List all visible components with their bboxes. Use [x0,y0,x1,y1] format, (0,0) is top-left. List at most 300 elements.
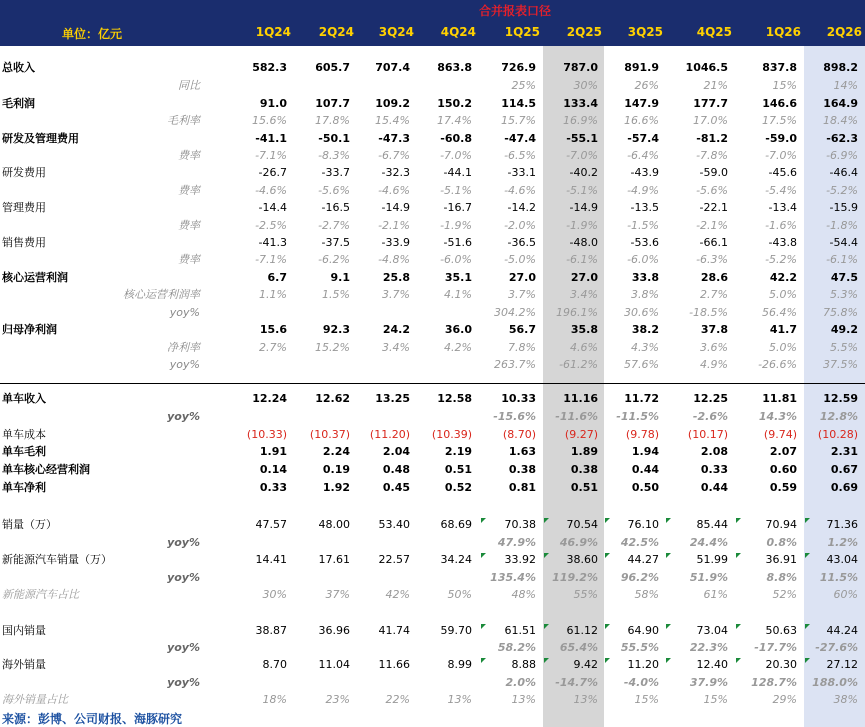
table-cell: 30% [573,79,598,92]
comment-marker-icon [805,553,810,558]
table-cell: 164.9 [823,97,858,110]
comment-marker-icon [666,553,671,558]
row-label: 销售费用 [2,236,46,249]
table-cell: 17.0% [693,114,728,127]
table-cell [294,675,350,690]
table-cell: -62.3 [826,132,858,145]
table-cell: 61% [703,588,728,601]
table-cell: -6.2% [318,253,350,266]
table-cell: (9.78) [625,428,659,441]
table-cell: 17.61 [318,553,350,566]
table-cell: 34.24 [440,553,472,566]
table-cell: -27.6% [815,641,858,654]
table-cell: 30% [262,588,287,601]
table-cell [354,305,410,320]
column-header: 1Q24 [255,25,291,39]
table-cell: 150.2 [437,97,472,110]
table-cell: 20.30 [765,658,797,671]
comment-marker-icon [605,553,610,558]
table-cell: -4.6% [378,184,410,197]
table-cell: -2.1% [378,219,410,232]
row-label: 核心运营利润率 [123,288,200,301]
table-cell: 2.31 [830,445,858,458]
table-cell: -6.0% [627,253,659,266]
comment-marker-icon [544,553,549,558]
table-cell: 188.0% [812,676,858,689]
row-label: 总收入 [2,61,35,74]
comment-marker-icon [544,624,549,629]
table-cell: 12.25 [693,392,728,405]
table-cell: 55% [573,588,598,601]
table-cell: 91.0 [259,97,287,110]
table-cell: 135.4% [490,571,536,584]
column-header: 3Q24 [378,25,414,39]
table-cell: -2.5% [255,219,287,232]
table-cell: 3.4% [382,341,410,354]
table-cell: 22% [385,693,410,706]
table-cell: (10.28) [817,428,858,441]
table-cell: -4.8% [378,253,410,266]
table-cell: 38.87 [255,624,287,637]
table-cell: -26.6% [758,358,797,371]
table-cell: 12.59 [823,392,858,405]
table-cell: 61.12 [566,624,598,637]
table-cell: -7.1% [255,253,287,266]
table-cell: 55.5% [620,641,659,654]
table-cell: 2.08 [700,445,728,458]
table-cell: -7.1% [255,149,287,162]
table-cell: 17.8% [315,114,350,127]
table-cell: -33.7 [321,166,350,179]
table-cell: 41.7 [769,323,797,336]
table-cell: -47.4 [504,132,536,145]
table-cell: 53.40 [378,518,410,531]
table-cell: -8.3% [318,149,350,162]
table-cell: -2.6% [692,410,728,423]
table-cell: -44.1 [443,166,472,179]
table-cell: 0.60 [769,463,797,476]
table-cell: -2.0% [504,219,536,232]
table-cell: 58.2% [497,641,536,654]
unit-label: 单位：亿元 [62,27,123,41]
table-cell: -33.1 [507,166,536,179]
table-cell [416,305,472,320]
table-cell: -1.9% [566,219,598,232]
table-cell: (10.39) [431,428,472,441]
table-cell: -37.5 [321,236,350,249]
table-cell: 10.33 [501,392,536,405]
table-cell: 0.52 [444,481,472,494]
table-cell: 71.36 [826,518,858,531]
table-cell: -41.3 [258,236,287,249]
table-cell [294,535,350,550]
table-cell: -54.4 [829,236,858,249]
table-cell: 36.96 [318,624,350,637]
table-cell [416,357,472,372]
row-label: 管理费用 [2,201,46,214]
table-cell: 48% [511,588,536,601]
table-cell: -47.3 [378,132,410,145]
row-label: yoy% [167,676,200,689]
column-header: 2Q25 [566,25,602,39]
table-cell: 5.0% [769,288,797,301]
source-note: 来源：彭博、公司财报、海豚研究 [2,712,183,726]
table-cell [231,357,287,372]
table-cell: 36.0 [444,323,472,336]
table-cell: 49.2 [830,323,858,336]
table-cell: -5.0% [504,253,536,266]
table-cell: -5.2% [826,184,858,197]
comment-marker-icon [544,518,549,523]
table-cell [354,535,410,550]
table-cell: -50.1 [318,132,350,145]
row-label: yoy% [167,536,200,549]
table-cell: 36.91 [765,553,797,566]
table-cell: -1.5% [627,219,659,232]
table-cell: -6.7% [378,149,410,162]
table-cell: 38.60 [566,553,598,566]
table-cell: 8.88 [511,658,536,671]
row-label: 新能源汽车占比 [2,588,79,601]
table-cell: 0.14 [259,463,287,476]
table-cell [231,305,287,320]
comment-marker-icon [736,518,741,523]
table-cell: (9.27) [564,428,598,441]
table-cell: 37% [325,588,350,601]
table-cell: -18.5% [689,306,728,319]
table-cell [231,570,287,585]
table-cell [294,357,350,372]
table-cell: (9.74) [763,428,797,441]
table-cell: 1.91 [259,445,287,458]
table-cell: 85.44 [696,518,728,531]
table-cell: 15.4% [375,114,410,127]
table-cell: -7.0% [566,149,598,162]
table-cell: 35.1 [444,271,472,284]
table-cell: (10.17) [687,428,728,441]
row-label: 新能源汽车销量（万） [2,553,112,566]
table-cell: -60.8 [440,132,472,145]
table-cell: 109.2 [375,97,410,110]
row-label: 海外销量 [2,658,46,671]
comment-marker-icon [736,658,741,663]
table-cell: 27.0 [570,271,598,284]
table-cell [354,357,410,372]
table-cell: 18.4% [823,114,858,127]
table-cell [416,78,472,93]
table-cell: -59.0 [765,132,797,145]
table-cell: -81.2 [696,132,728,145]
table-cell: 2.07 [769,445,797,458]
table-cell: -51.6 [443,236,472,249]
comment-marker-icon [736,624,741,629]
table-cell: 15.6% [252,114,287,127]
table-cell: 0.69 [830,481,858,494]
row-label: 归母净利润 [2,323,57,336]
table-cell: 0.33 [259,481,287,494]
table-cell: 57.6% [624,358,659,371]
table-cell: 76.10 [627,518,659,531]
table-cell: 2.7% [700,288,728,301]
table-cell: 12.40 [696,658,728,671]
table-cell: 15% [634,693,659,706]
table-cell: 14.41 [255,553,287,566]
table-cell: 50% [447,588,472,601]
table-cell: 0.38 [570,463,598,476]
row-label: yoy% [169,358,200,371]
row-label: 研发及管理费用 [2,132,79,145]
table-cell: -66.1 [699,236,728,249]
table-cell: 70.54 [566,518,598,531]
table-cell: 15.7% [501,114,536,127]
table-cell: 3.6% [700,341,728,354]
table-cell: -45.6 [768,166,797,179]
table-cell: -6.3% [696,253,728,266]
table-cell: 4.9% [700,358,728,371]
table-cell: 37.5% [823,358,858,371]
table-cell: -6.1% [566,253,598,266]
table-cell: 0.44 [631,463,659,476]
table-cell: -11.6% [555,410,598,423]
table-cell [294,305,350,320]
table-cell: 1.1% [259,288,287,301]
table-cell: 23% [325,693,350,706]
table-cell: 707.4 [375,61,410,74]
table-cell: 196.1% [556,306,598,319]
table-cell: 2.19 [444,445,472,458]
table-cell: 70.38 [504,518,536,531]
table-cell: 11.20 [627,658,659,671]
row-label: 单车核心经营利润 [2,463,90,476]
table-cell: 304.2% [494,306,536,319]
comment-marker-icon [544,658,549,663]
table-cell: 8.8% [766,571,797,584]
table-cell: -48.0 [569,236,598,249]
table-cell: 61.51 [504,624,536,637]
table-cell: -17.7% [754,641,797,654]
table-cell: 41.74 [378,624,410,637]
column-header: 1Q26 [765,25,801,39]
table-cell: 47.5 [830,271,858,284]
table-cell: 24.4% [689,536,728,549]
table-cell: 15% [772,79,797,92]
table-cell: 1.92 [322,481,350,494]
row-label: 同比 [178,79,200,92]
table-cell: 5.5% [830,341,858,354]
table-cell: -1.9% [440,219,472,232]
table-cell: 5.3% [830,288,858,301]
table-cell [231,640,287,655]
table-cell [294,409,350,424]
table-cell: 0.38 [508,463,536,476]
table-cell [231,675,287,690]
table-cell [231,535,287,550]
table-cell: 42% [385,588,410,601]
table-cell [294,640,350,655]
table-cell: 14% [833,79,858,92]
table-cell: 582.3 [252,61,287,74]
row-label: 单车净利 [2,481,46,494]
comment-marker-icon [481,553,486,558]
table-cell: 22.3% [689,641,728,654]
table-cell: 16.9% [563,114,598,127]
table-cell: 15.2% [315,341,350,354]
column-header: 4Q25 [696,25,732,39]
table-cell: -16.7 [443,201,472,214]
table-cell [354,675,410,690]
table-cell: 70.94 [765,518,797,531]
table-cell: -14.7% [555,676,598,689]
section-divider [0,383,865,384]
table-cell: 47.57 [255,518,287,531]
table-cell: -7.0% [765,149,797,162]
table-cell: -14.9 [569,201,598,214]
table-cell [354,640,410,655]
table-cell: 33.8 [631,271,659,284]
table-cell: 35.8 [570,323,598,336]
table-cell: 11.66 [378,658,410,671]
table-cell: -5.4% [765,184,797,197]
table-cell: -4.6% [504,184,536,197]
table-cell: 147.9 [624,97,659,110]
table-cell: 0.51 [570,481,598,494]
table-cell: 12.62 [315,392,350,405]
table-cell: 65.4% [559,641,598,654]
table-cell: 0.81 [508,481,536,494]
table-cell: 48.00 [318,518,350,531]
table-cell: 726.9 [501,61,536,74]
column-header: 1Q25 [504,25,540,39]
table-cell: 43.04 [826,553,858,566]
table-cell: 52% [772,588,797,601]
row-label: 单车毛利 [2,445,46,458]
row-label: yoy% [167,571,200,584]
comment-marker-icon [666,658,671,663]
column-header: 4Q24 [440,25,476,39]
table-cell: 0.67 [830,463,858,476]
table-cell: 11.16 [563,392,598,405]
table-cell: 59.70 [440,624,472,637]
row-label: 毛利率 [167,114,200,127]
table-cell: 3.7% [382,288,410,301]
row-label: 毛利润 [2,97,35,110]
table-cell: -57.4 [627,132,659,145]
table-cell: 18% [262,693,287,706]
table-cell: 3.8% [631,288,659,301]
row-label: 研发费用 [2,166,46,179]
table-cell: -2.7% [318,219,350,232]
table-cell: 44.24 [826,624,858,637]
table-cell: 2.7% [259,341,287,354]
table-cell: -6.5% [504,149,536,162]
table-cell: (11.20) [369,428,410,441]
table-cell: 8.70 [262,658,287,671]
table-cell: -2.1% [696,219,728,232]
table-cell: 0.8% [766,536,797,549]
table-cell [231,409,287,424]
table-cell: 9.1 [330,271,350,284]
table-cell: 133.4 [563,97,598,110]
table-cell: -22.1 [699,201,728,214]
row-label: 核心运营利润 [2,271,68,284]
table-cell: 1.2% [827,536,858,549]
table-cell: -59.0 [699,166,728,179]
table-cell: 22.57 [378,553,410,566]
table-cell: 0.48 [382,463,410,476]
comment-marker-icon [805,624,810,629]
row-label: 费率 [178,253,200,266]
table-cell [416,570,472,585]
table-cell: 6.7 [267,271,287,284]
table-cell: -55.1 [566,132,598,145]
table-cell: -61.2% [559,358,598,371]
row-label: yoy% [167,641,200,654]
table-cell: 8.99 [447,658,472,671]
table-cell: 17.4% [437,114,472,127]
table-cell: 4.6% [570,341,598,354]
table-cell: -4.6% [255,184,287,197]
table-cell: 14.3% [758,410,797,423]
table-cell: 2.0% [505,676,536,689]
table-cell: 263.7% [494,358,536,371]
table-cell: -5.1% [440,184,472,197]
table-cell: 15.6 [259,323,287,336]
table-cell: -14.9 [381,201,410,214]
row-label: 销量（万） [2,518,57,531]
table-cell: 38.2 [631,323,659,336]
table-cell: 92.3 [322,323,350,336]
table-cell: -5.6% [318,184,350,197]
table-cell: 11.72 [624,392,659,405]
row-label: 费率 [178,219,200,232]
table-cell: 25% [511,79,536,92]
table-cell: 64.90 [627,624,659,637]
table-cell: -7.0% [440,149,472,162]
table-cell: 114.5 [501,97,536,110]
table-cell: -1.8% [826,219,858,232]
comment-marker-icon [736,553,741,558]
table-cell: 11.04 [318,658,350,671]
comment-marker-icon [481,624,486,629]
table-cell: 4.3% [631,341,659,354]
table-cell: -6.0% [440,253,472,266]
table-cell: 0.59 [769,481,797,494]
row-label: 费率 [178,149,200,162]
table-cell [354,409,410,424]
table-cell: 119.2% [552,571,598,584]
table-cell: -6.4% [627,149,659,162]
table-cell: 38% [833,693,858,706]
table-cell [416,640,472,655]
table-cell: -6.9% [826,149,858,162]
table-cell: (10.37) [309,428,350,441]
comment-marker-icon [605,624,610,629]
table-cell: 0.50 [631,481,659,494]
table-cell: 96.2% [620,571,659,584]
table-cell: 58% [634,588,659,601]
table-cell: 26% [634,79,659,92]
table-cell: 47.9% [497,536,536,549]
table-cell: 898.2 [823,61,858,74]
column-header: 2Q24 [318,25,354,39]
table-cell: -4.0% [623,676,659,689]
table-cell: 177.7 [693,97,728,110]
comment-marker-icon [605,658,610,663]
row-label: 费率 [178,184,200,197]
table-cell: 128.7% [751,676,797,689]
table-cell: 17.5% [762,114,797,127]
table-cell: 3.7% [508,288,536,301]
